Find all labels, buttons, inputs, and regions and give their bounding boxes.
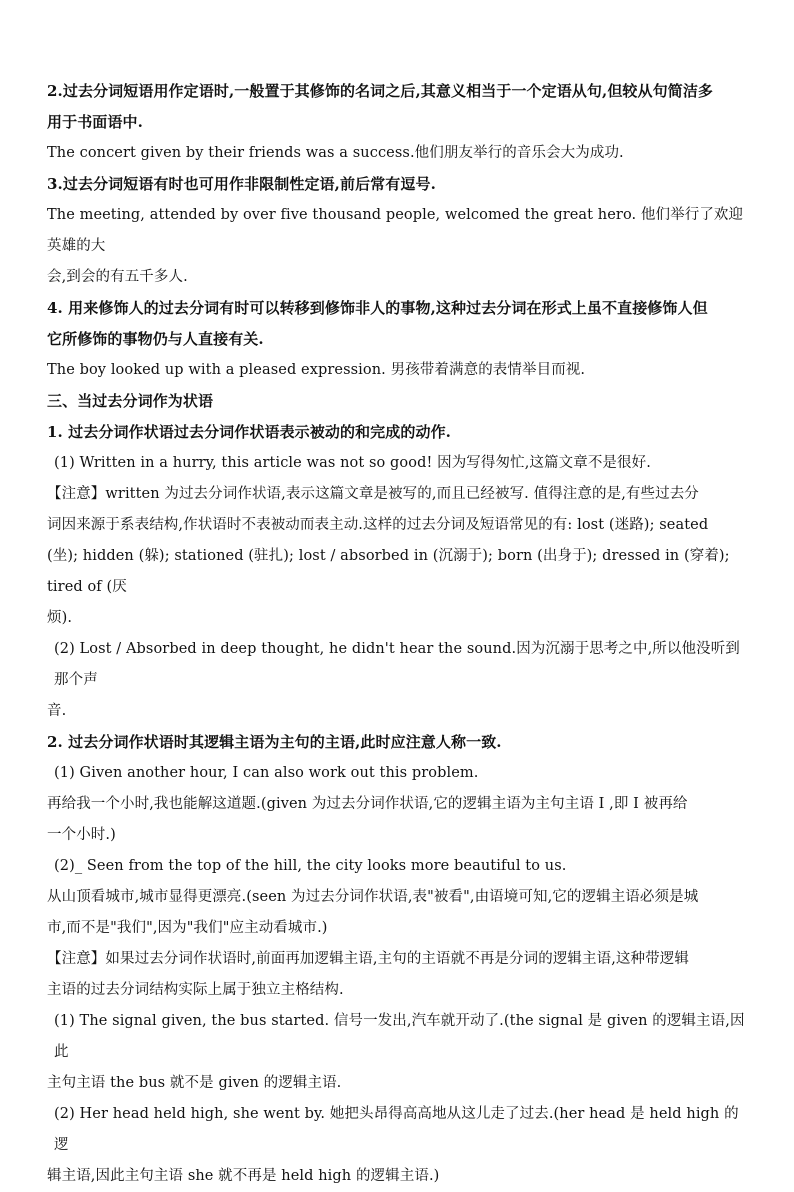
- example-line: The concert given by their friends was a success.他们朋友举行的音乐会大为成功.: [47, 145, 624, 161]
- example-line: The boy looked up with a pleased expression. 男孩带着满意的表情举目而视.: [47, 362, 586, 378]
- explanation-line: 辑主语,因此主句主语 she 就不再是 held high 的逻辑主语.): [47, 1168, 440, 1184]
- example-line: (2)_ Seen from the top of the hill, the city looks more beautiful to us.: [54, 858, 567, 874]
- subheading-2: 2. 过去分词作状语时其逻辑主语为主句的主语,此时应注意人称一致.: [47, 733, 502, 751]
- example-line: (1) Written in a hurry, this article was not so good! 因为写得匆忙,这篇文章不是很好.: [54, 455, 651, 471]
- section-heading: 三、当过去分词作为状语: [47, 392, 214, 410]
- document-page: [47, 76, 749, 1192]
- explanation-line: 再给我一个小时,我也能解这道题.(given 为过去分词作状语,它的逻辑主语为主句主语 I ,即 I 被再给: [47, 796, 688, 812]
- example-line: (1) Given another hour, I can also work out this problem.: [54, 765, 479, 781]
- example-line: (2) Lost / Absorbed in deep thought, he didn't hear the sound.因为沉溺于思考之中,所以他没听到那个声: [54, 641, 740, 688]
- note-line: 词因来源于系表结构,作状语时不表被动而表主动.这样的过去分词及短语常见的有: lost (迷路); seated: [47, 517, 709, 533]
- example-line: (2) Her head held high, she went by. 她把头昂得高高地从这儿走了过去.(her head 是 held high 的逻: [54, 1106, 739, 1153]
- heading-2-line-1: 2.过去分词短语用作定语时,一般置于其修饰的名词之后,其意义相当于一个定语从句,但较从句简洁多: [47, 82, 714, 100]
- example-line: 音.: [47, 703, 67, 719]
- note-line: (坐); hidden (躲); stationed (驻扎); lost / absorbed in (沉溺于); born (出身于); dressed in (穿着); tired of (厌: [47, 548, 730, 595]
- note-line: 【注意】written 为过去分词作状语,表示这篇文章是被写的,而且已经被写. 值得注意的是,有些过去分: [47, 486, 699, 502]
- note-line: 【注意】如果过去分词作状语时,前面再加逻辑主语,主句的主语就不再是分词的逻辑主语,这种带逻辑: [47, 951, 689, 967]
- explanation-line: 一个小时.): [47, 827, 116, 843]
- subheading-1: 1. 过去分词作状语过去分词作状语表示被动的和完成的动作.: [47, 423, 452, 441]
- explanation-line: 主句主语 the bus 就不是 given 的逻辑主语.: [47, 1075, 342, 1091]
- example-line: The meeting, attended by over five thousand people, welcomed the great hero. 他们举行了欢迎英雄的大: [47, 207, 744, 254]
- heading-2-line-2: 用于书面语中.: [47, 113, 143, 131]
- heading-4-line-1: 4. 用来修饰人的过去分词有时可以转移到修饰非人的事物,这种过去分词在形式上虽不直接修饰人但: [47, 299, 708, 317]
- note-line: 主语的过去分词结构实际上属于独立主格结构.: [47, 982, 344, 998]
- example-line: (1) The signal given, the bus started. 信号一发出,汽车就开动了.(the signal 是 given 的逻辑主语,因此: [54, 1013, 745, 1060]
- explanation-line: 市,而不是"我们",因为"我们"应主动看城市.): [47, 920, 328, 936]
- heading-3: 3.过去分词短语有时也可用作非限制性定语,前后常有逗号.: [47, 175, 436, 193]
- example-line: 会,到会的有五千多人.: [47, 269, 188, 285]
- note-line: 烦).: [47, 610, 73, 626]
- explanation-line: 从山顶看城市,城市显得更漂亮.(seen 为过去分词作状语,表"被看",由语境可知,它的逻辑主语必须是城: [47, 889, 699, 905]
- heading-4-line-2: 它所修饰的事物仍与人直接有关.: [47, 330, 264, 348]
